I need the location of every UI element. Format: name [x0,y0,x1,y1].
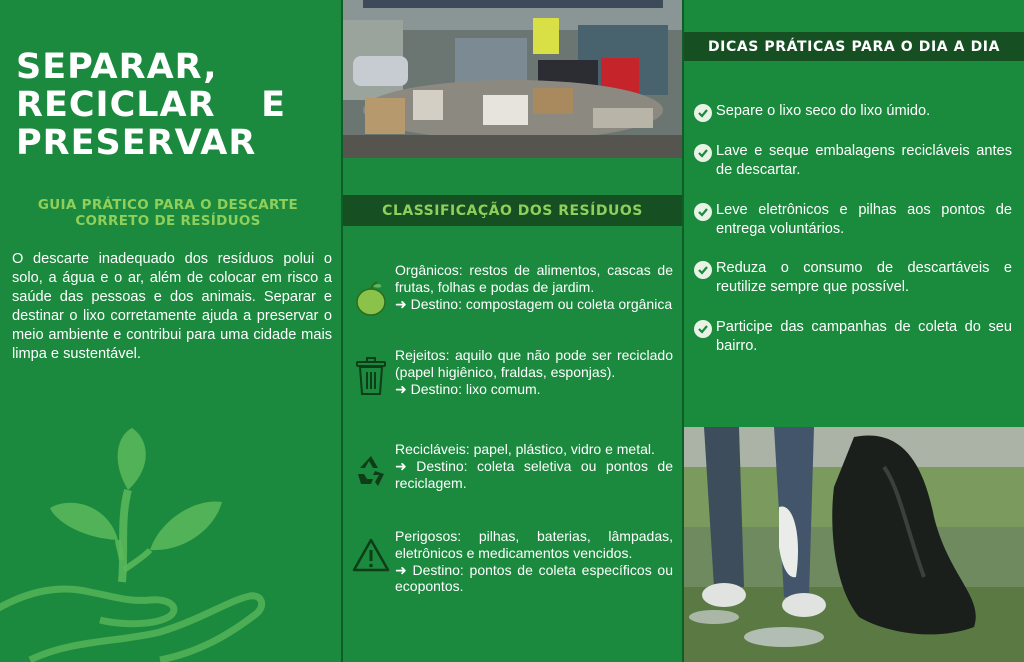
tip-text: Separe o lixo seco do lixo úmido. [716,103,931,119]
classification-heading: CLASSIFICAÇÃO DOS RESÍDUOS [343,195,682,226]
check-circle-icon [694,144,712,162]
tips-heading: DICAS PRÁTICAS PARA O DIA A DIA [684,32,1024,61]
plant-in-hand-icon [0,420,341,662]
tip-text: Participe das campanhas de coleta do seu bairro. [716,319,1012,354]
check-circle-icon [694,203,712,221]
trash-pile-photo [343,0,682,158]
waste-item-recyclable-text [395,441,673,491]
waste-item-hazardous-text [395,528,673,595]
waste-description: Orgânicos: restos de alimentos, cascas de frutas, folhas e podas de jardim. [395,262,673,295]
trash-bin-icon [351,356,391,396]
waste-destination: ➜ Destino: pontos de coleta específicos ou ecopontos. [395,561,673,595]
title-word-reciclar: RECICLAR [16,85,216,125]
subtitle: GUIA PRÁTICO PARA O DESCARTE CORRETO DE RESÍDUOS [37,197,299,229]
check-circle-icon [694,320,712,338]
waste-item-organic-text [395,262,673,312]
waste-destination: ➜ Destino: compostagem ou coleta orgânica [395,295,673,312]
tip-text: Lave e seque embalagens recicláveis antes de descartar. [716,143,1012,178]
left-panel [0,0,341,662]
waste-destination: ➜ Destino: lixo comum. [395,380,541,397]
waste-item-reject-text [395,347,673,397]
check-circle-icon [694,261,712,279]
apple-icon [351,278,391,318]
main-title [16,48,286,162]
title-line-1: SEPARAR, [16,47,218,87]
litter-pickup-photo [684,427,1024,662]
check-circle-icon [694,104,712,122]
title-line-3: PRESERVAR [16,123,257,163]
waste-description: Perigosos: pilhas, baterias, lâmpadas, eletrônicos e medicamentos vencidos. [395,528,673,561]
recycle-icon [351,451,391,491]
tip-text: Leve eletrônicos e pilhas aos pontos de entrega voluntários. [716,202,1012,237]
intro-paragraph: O descarte inadequado dos resíduos polui o solo, a água e o ar, além de colocar em risco a saúde das pessoas e dos animais. Separar e destinar o lixo corretamente ajuda a preservar o meio ambiente e contribui para uma cidade mais limpa e sustentável. [12,251,332,362]
tip-text: Reduza o consumo de descartáveis e reutilize sempre que possível. [716,260,1012,295]
middle-panel [343,0,682,662]
right-panel [684,0,1024,662]
waste-destination: ➜ Destino: coleta seletiva ou pontos de reciclagem. [395,457,673,491]
warning-icon [351,536,391,576]
title-line-2 [16,86,286,124]
waste-description: Rejeitos: aquilo que não pode ser reciclado (papel higiênico, fraldas, esponjas). [395,347,673,380]
waste-description: Recicláveis: papel, plástico, vidro e metal. [395,441,655,457]
title-word-e: E [261,85,286,125]
